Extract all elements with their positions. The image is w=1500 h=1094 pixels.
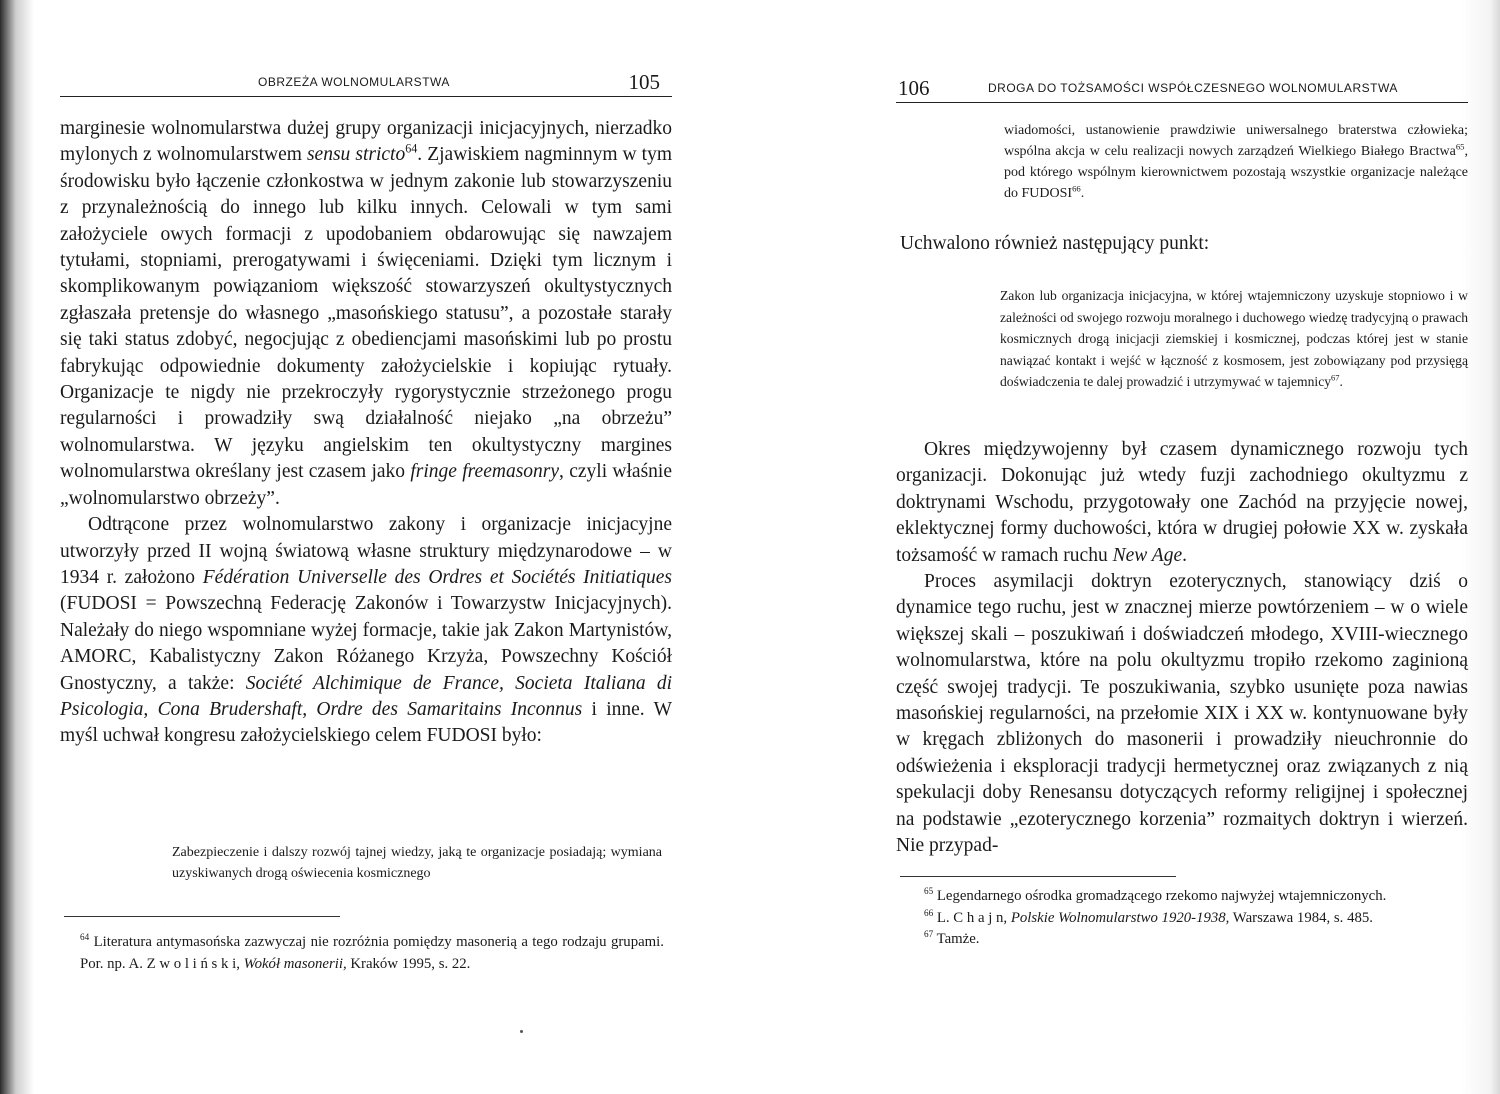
text-run: sensu stricto	[306, 144, 406, 166]
right-footnotes	[924, 886, 1468, 951]
right-quote-point	[1000, 285, 1468, 393]
right-running-title: DROGA DO TOŻSAMOŚCI WSPÓŁCZESNEGO WOLNOMULARSTWA	[988, 81, 1398, 95]
text-run: L. C h a j n,	[933, 909, 1011, 926]
text-run: marginesie wolnomularstwa dużej grupy organizacji inicjacyjnych, nierzadko mylonych z wolnomularstwem	[60, 118, 672, 166]
text-run: Fédération Universelle des Ordres et Sociétés Initiatiques	[202, 566, 672, 588]
text-run: Warszawa 1984, s. 485.	[1229, 909, 1373, 926]
text-run: .	[1182, 544, 1187, 566]
text-run: . Zjawiskiem nagminnym w tym środowisku było łączenie członkostwa w jednym zakonie lub stowarzyszeniu z przynależnością do innego lub kilku innych. Celowali w tym sami założyciele owych formacji z upodobaniem obdarowując się nawzajem tytułami, stopniami, prerogatywami i święceniami. Dzięki tym licznym i skomplikowanym powiązaniom większość stowarzyszeń okultystycznych zgłaszała pretensje do własnego „masońskiego statusu”, a pozostałe starały się taki status zdobyć, negocjując z obediencjami masońskimi lub po prostu fabrykując odpowiednie dokumenty założycielskie i kopiując rytuały. Organizacje te nigdy nie przekroczyły rygorystycznie strzeżonego progu regularności i prowadziły swą działalność niejako „na obrzeżu” wolnomularstwa. W języku angielskim ten okultystyczny margines wolnomularstwa określany jest czasem jako	[60, 144, 673, 483]
paragraph	[896, 437, 1468, 569]
text-run: , czyli właśnie „wolnomularstwo obrzeży”.	[60, 461, 672, 509]
text-run: Société Alchimique de France, Societa Italiana di Psicologia, Cona Brudershaft, Ordre des Samaritains Inconnus	[60, 672, 673, 720]
text-run: Literatura antymasońska zazwyczaj nie rozróżnia pomiędzy masonerią a tego rodzaju grupami. Por. np. A. Z w o l i ń s k i,	[80, 934, 664, 972]
text-run: Wokół masonerii,	[243, 955, 347, 972]
text-run: wiadomości, ustanowienie prawdziwie uniwersalnego braterstwa człowieka; wspólna akcja w celu realizacji nowych zarządzeń Wielkiego Białego Bractwa	[1004, 123, 1468, 159]
footnote-ref: 65	[924, 886, 934, 897]
footnote	[924, 929, 1468, 951]
text-run: Tamże.	[933, 931, 980, 947]
text-run: fringe freemasonry	[410, 461, 560, 483]
paragraph	[60, 512, 672, 750]
scan-speck	[520, 1030, 523, 1033]
footnote-ref: 64	[80, 932, 90, 943]
text-run: Odtrącone przez wolnomularstwo zakony i organizacje inicjacyjne utworzyły przed II wojną światową własne struktury międzynarodowe – w 1934 r. założono	[60, 514, 672, 588]
right-body-text	[896, 437, 1468, 860]
text-run: New Age	[1112, 544, 1183, 566]
right-quote-continuation	[1004, 120, 1468, 204]
scan-shadow-left	[0, 0, 34, 1094]
text-run: Okres międzywojenny był czasem dynamicznego rozwoju tych organizacji. Dokonując już wtedy fuzji zachodniego okultyzmu z doktrynami Wschodu, przygotowały one Zachód na przyjęcie nowej, eklektycznej formy duchowości, która w drugiej połowie XX w. zyskała tożsamość w ramach ruchu	[896, 439, 1468, 566]
footnote-ref: 66	[924, 907, 934, 918]
footnote-ref: 67	[1331, 372, 1340, 383]
left-running-title: OBRZEŻA WOLNOMULARSTWA	[258, 75, 450, 89]
footnote	[924, 886, 1468, 908]
left-footnotes	[80, 932, 664, 975]
text-run: (FUDOSI = Powszechną Federację Zakonów i Towarzystw Inicjacyjnych). Należały do niego wspomniane wyżej formacje, takie jak Zakon Martynistów, AMORC, Kabalistyczny Zakon Różanego Krzyża, Powszechny Kościół Gnostyczny, a także:	[60, 593, 672, 694]
text-run: Zakon lub organizacja inicjacyjna, w której wtajemniczony uzyskuje stopniowo i w zależności od swojego rozwoju moralnego i duchowego wiedzę tradycyjną o prawach kosmicznych drogą inicjacji ziemskiej i kosmicznej, podczas której jest w stanie nawiązać kontakt i wejść w łączność z kosmosem, jest zobowiązany pod przysięgą doświadczenia te dalej prowadzić i utrzymywać w tajemnicy	[1000, 288, 1468, 390]
footnote-ref: 67	[924, 929, 934, 940]
right-page-number: 106	[898, 76, 930, 100]
right-footnote-rule	[900, 876, 1176, 877]
text-run: Kraków 1995, s. 22.	[346, 955, 471, 972]
left-running-head	[60, 70, 672, 97]
text-run: .	[1080, 186, 1085, 201]
paragraph	[896, 569, 1468, 859]
text-run: Proces asymilacji doktryn ezoterycznych, stanowiący dziś o dynamice tego ruchu, jest w znacznej mierze powtórzeniem – w o wiele większej skali – poszukiwań i doświadczeń młodego, XVIII-wiecznego wolnomularstwa, które na polu okultyzmu tropiło rzekomo zaginioną część swojej tradycji. Te poszukiwania, szybko usunięte poza nawias masońskiej regularności, na przełomie XIX i XX w. kontynuowane były w kręgach zbliżonych do masonerii i prowadziły nieuchronnie do odświeżenia i eksploracji tradycji hermetycznej oraz związanych z nią spekulacji doby Renesansu dotyczących reformy religijnej i społecznej na podstawie „ezoterycznego korzenia” rozmaitych doktryn i wierzeń. Nie przypad-	[896, 571, 1468, 857]
left-body-text	[60, 116, 672, 750]
text-run: Legendarnego ośrodka gromadzącego rzekomo najwyżej wtajemniczonych.	[933, 888, 1387, 904]
left-page-number: 105	[628, 70, 660, 94]
right-running-head	[896, 76, 1468, 103]
left-quote: Zabezpieczenie i dalszy rozwój tajnej wiedzy, jaką te organizacje posiadają; wymiana uzyskiwanych drogą oświecenia kosmicznego	[172, 845, 662, 881]
left-footnote-rule	[64, 916, 340, 917]
text-run: , pod którego wspólnym kierownictwem pozostają wszystkie organizacje należące do FUDOSI	[1004, 144, 1468, 201]
text-run: .	[1339, 374, 1343, 390]
right-lead-line: Uchwalono również następujący punkt:	[900, 233, 1210, 254]
right-page	[896, 0, 1468, 1094]
text-run: Polskie Wolnomularstwo 1920-1938,	[1010, 909, 1230, 926]
text-run: i inne. W myśl uchwał kongresu założycielskiego celem FUDOSI było:	[60, 698, 672, 747]
left-page	[60, 0, 672, 1094]
footnote-ref: 64	[405, 141, 418, 156]
footnote-ref: 66	[1072, 183, 1081, 194]
footnote	[924, 908, 1468, 930]
footnote-ref: 65	[1455, 141, 1465, 152]
footnote	[80, 932, 664, 975]
paragraph	[60, 116, 672, 512]
